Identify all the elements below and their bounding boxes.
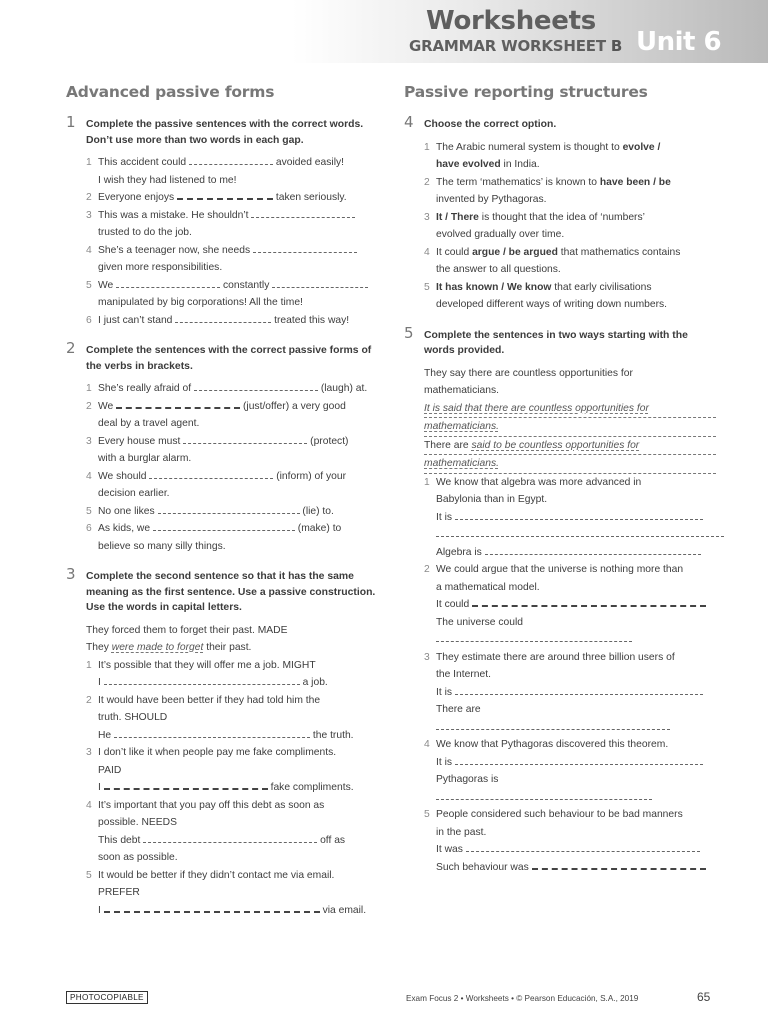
answer-gap[interactable] [104, 903, 320, 913]
answer-gap[interactable] [116, 399, 240, 409]
answer-gap[interactable] [436, 791, 652, 800]
exercise-2 [66, 339, 376, 555]
exercise-instruction: Complete the sentences with the correct passive forms of the verbs in brackets. [86, 345, 372, 372]
answer-gap[interactable] [436, 721, 670, 730]
exercise-4 [404, 113, 716, 314]
answer-gap[interactable] [189, 156, 273, 165]
list-item: 3 They estimate there are around three billion users of the Internet. It is There are [424, 649, 716, 737]
list-item: 5 People considered such behaviour to be bad manners in the past. It was Such behaviour was [424, 806, 716, 876]
list-item: 5 It has known / We know that early civilisations developed different ways of writing down numbers. [424, 281, 668, 310]
exercise-instruction: Complete the sentences in two ways starting with the words provided. [424, 329, 688, 356]
list-item: 4 We know that Pythagoras discovered this theorem. It is Pythagoras is [424, 736, 716, 806]
answer-gap[interactable] [253, 244, 357, 253]
list-item: 6 I just can’t stand treated this way! [86, 314, 350, 326]
answer-gap[interactable] [114, 729, 310, 738]
unit-label: Unit 6 [636, 27, 722, 57]
exercise-instruction: Complete the second sentence so that it has the same meaning as the first sentence. Use a passive construction. Use the words in capital letters. [86, 571, 376, 613]
exercise-number: 1 [66, 113, 76, 131]
exercise-5 [404, 323, 716, 877]
footer-credit: Exam Focus 2 • Worksheets • © Pearson Educación, S.A., 2019 [406, 994, 639, 1003]
list-item: 2 We could argue that the universe is nothing more than a mathematical model. It could The universe could [424, 561, 716, 649]
list-item: 1 The Arabic numeral system is thought to evolve / have evolved in India. [424, 141, 661, 170]
list-item: 5 No one likes (lie) to. [86, 505, 334, 517]
exercise-instruction: Complete the passive sentences with the correct words. Don’t use more than two words in each gap. [86, 119, 364, 146]
option-choice[interactable]: have evolved [436, 159, 501, 170]
option-choice[interactable]: It / There [436, 211, 479, 223]
list-item: 3 Every house must (protect) with a burglar alarm. [86, 435, 349, 464]
header-banner [0, 0, 768, 63]
answer-gap[interactable] [153, 522, 295, 531]
list-item: 1 This accident could avoided easily! I wish they had listened to me! [86, 157, 344, 186]
option-choice[interactable]: evolve / [622, 141, 661, 153]
list-item: 5 We constantly manipulated by big corporations! All the time! [86, 277, 376, 312]
answer-gap[interactable] [455, 686, 703, 695]
answer-gap[interactable] [158, 505, 300, 514]
answer-gap[interactable] [485, 546, 701, 555]
option-choice[interactable]: have been / be [599, 176, 671, 188]
list-item: 5 It would be better if they didn’t contact me via email. PREFER I via email. [86, 869, 367, 916]
answer-gap[interactable] [251, 209, 355, 218]
list-item: 3 It / There is thought that the idea of ‘numbers’ evolved gradually over time. [424, 211, 645, 240]
answer-gap[interactable] [436, 633, 632, 642]
option-choice[interactable]: It has known / We know [436, 281, 552, 293]
example-answer [424, 418, 716, 437]
answer-gap[interactable] [455, 511, 703, 520]
handwritten-answer: It is said that there are countless opportunities for [424, 402, 649, 414]
list-item: 3 This was a mistake. He shouldn’t trusted to do the job. [86, 207, 376, 242]
answer-gap[interactable] [116, 279, 220, 288]
example-answer [424, 455, 716, 474]
list-item: 2 It would have been better if they had told him the truth. SHOULD He the truth. [86, 694, 354, 741]
photocopiable-label: PHOTOCOPIABLE [66, 991, 148, 1004]
list-item: 2 The term ‘mathematics’ is known to have been / be invented by Pythagoras. [424, 176, 671, 205]
answer-gap[interactable] [177, 190, 273, 200]
list-item: 1 She’s really afraid of (laugh) at. [86, 383, 368, 394]
answer-gap[interactable] [183, 435, 307, 444]
answer-gap[interactable] [532, 860, 706, 870]
exercise-number: 3 [66, 565, 76, 583]
answer-gap[interactable] [143, 834, 317, 843]
list-item: 1 We know that algebra was more advanced in Babylonia than in Egypt. It is Algebra is [424, 474, 716, 562]
left-column [66, 83, 376, 919]
example-sentence: They forced them to forget their past. MADE [86, 624, 288, 636]
handwritten-answer: mathematicians. [424, 458, 499, 469]
section-title-advanced-passive: Advanced passive forms [66, 83, 275, 101]
answer-gap[interactable] [272, 279, 368, 288]
exercise-3 [66, 565, 376, 919]
answer-gap[interactable] [436, 528, 724, 537]
right-column [404, 83, 716, 876]
handwritten-answer: said to be countless opportunities for [471, 439, 640, 451]
option-choice[interactable]: argue / be argued [472, 246, 558, 258]
answer-gap[interactable] [455, 756, 703, 765]
example-answer [424, 400, 716, 419]
list-item: 2 We (just/offer) a very good deal by a travel agent. [86, 400, 346, 429]
answer-gap[interactable] [104, 780, 268, 790]
exercise-number: 2 [66, 339, 76, 357]
example-sentence: They say there are countless opportunities for mathematicians. [424, 367, 633, 396]
grammar-worksheet-label: GRAMMAR WORKSHEET B [409, 37, 623, 55]
section-title-passive-reporting: Passive reporting structures [404, 83, 648, 101]
handwritten-answer: mathematicians. [424, 421, 499, 432]
list-item: 6 As kids, we (make) to believe so many silly things. [86, 523, 342, 552]
list-item: 1 It’s possible that they will offer me a job. MIGHT I a job. [86, 659, 328, 688]
answer-gap[interactable] [194, 382, 318, 391]
answer-gap[interactable] [466, 843, 700, 852]
list-item: 4 It’s important that you pay off this debt as soon as possible. NEEDS This debt off as soon as possible. [86, 799, 346, 863]
page-number: 65 [697, 990, 711, 1004]
exercise-1 [66, 113, 376, 329]
list-item: 3 I don’t like it when people pay me fake compliments. PAID I fake compliments. [86, 747, 354, 793]
list-item: 4 We should (inform) of your decision earlier. [86, 470, 346, 499]
answer-gap[interactable] [149, 470, 273, 479]
answer-gap[interactable] [472, 597, 706, 607]
answer-gap[interactable] [104, 676, 300, 685]
exercise-instruction: Choose the correct option. [424, 119, 557, 130]
example-answer: They were made to forget their past. [86, 642, 252, 653]
worksheets-title: Worksheets [426, 6, 596, 36]
exercise-number: 5 [404, 323, 414, 342]
list-item: 2 Everyone enjoys taken seriously. [86, 192, 347, 203]
exercise-number: 4 [404, 113, 414, 131]
list-item: 4 It could argue / be argued that mathematics contains the answer to all questions. [424, 246, 681, 275]
handwritten-answer: were made to forget [111, 642, 204, 653]
answer-gap[interactable] [175, 314, 271, 323]
example-answer: There are said to be countless opportunities for [424, 437, 716, 456]
list-item: 4 She’s a teenager now, she needs given more responsibilities. [86, 242, 376, 277]
